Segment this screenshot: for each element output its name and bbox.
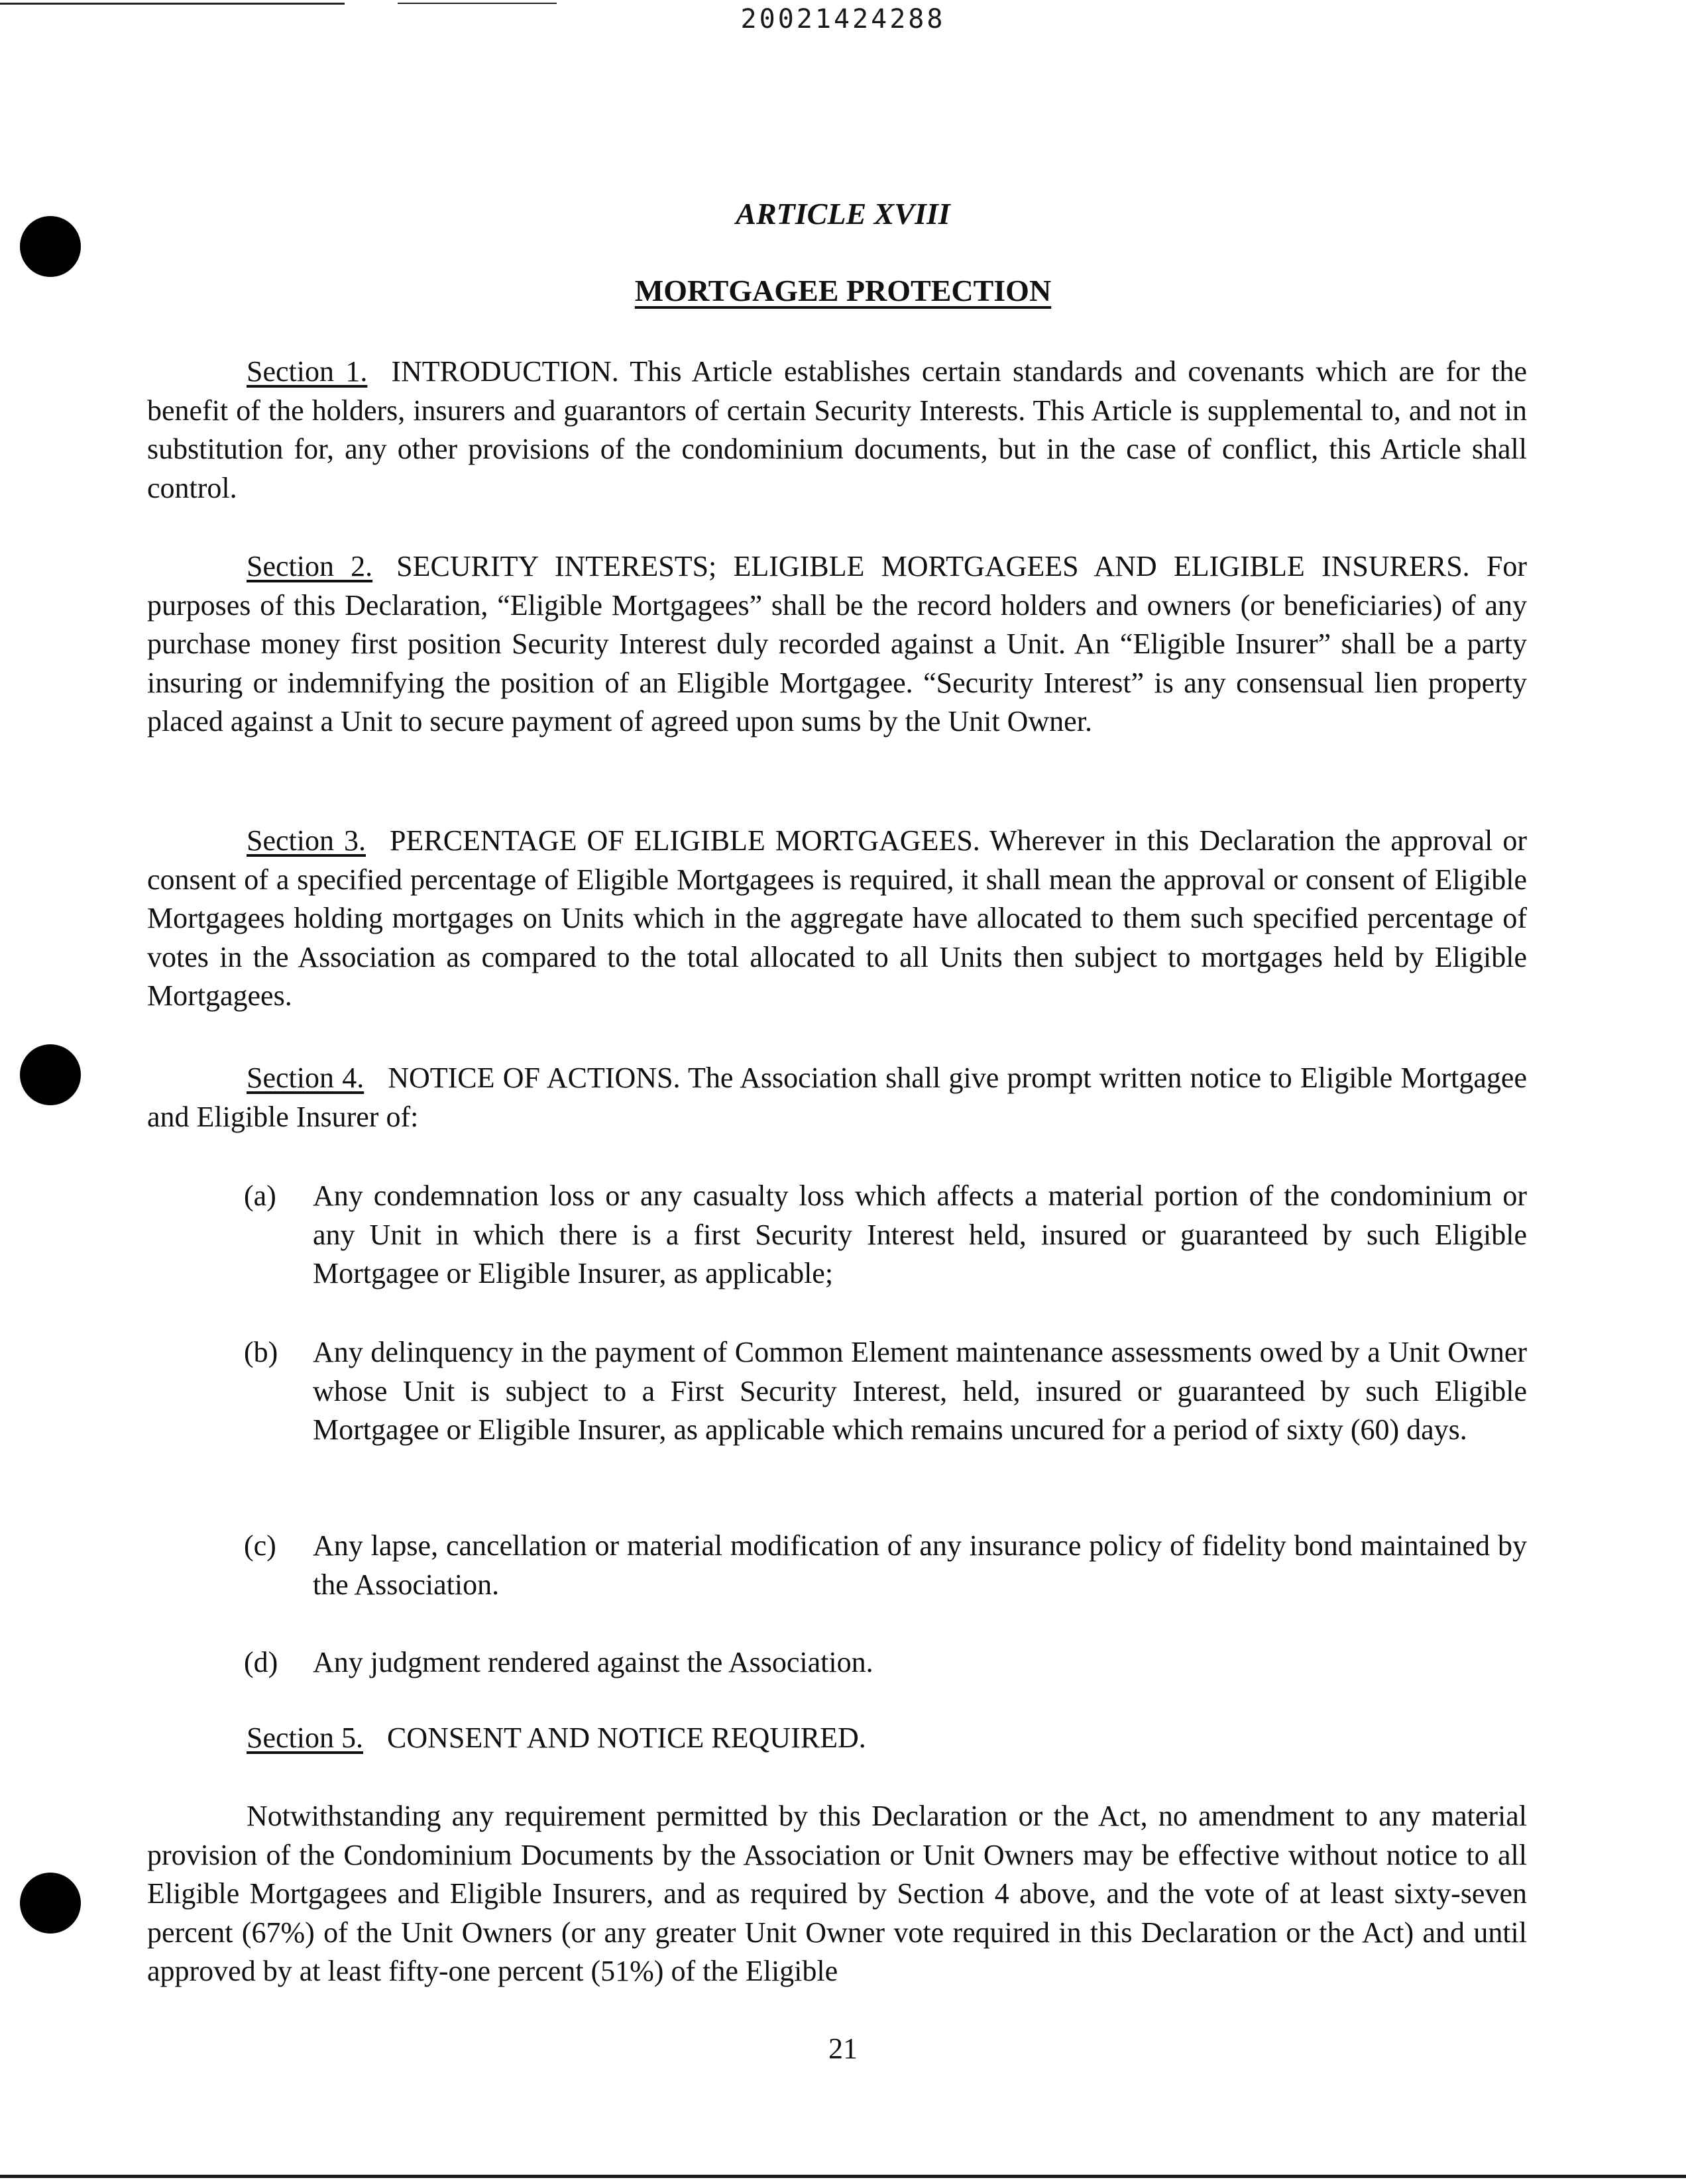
section-5-text: Notwithstanding any requirement permitted by this Declaration or the Act, no amendment to any material provision of the Condominium Documents by the Association or Unit Owners may be effective without notice to all Eligible Mortgagees and Eligible Insurers, and as required by Section 4 above, and the vote of at least sixty-seven percent (67%) of the Unit Owners (or any greater Unit Owner vote required in this Declaration or the Act) and until approved by at least fifty-one percent (51%) of the Eligible bbox=[147, 1800, 1527, 1987]
list-item-marker: (b) bbox=[244, 1336, 278, 1368]
section-3-heading: PERCENTAGE OF ELIGIBLE MORTGAGEES. bbox=[390, 824, 980, 857]
section-3-text: Wherever in this Declaration the approval or consent of a specified percentage of Eligible Mortgagees is required, it shall mean the approval or consent of Eligible Mortgagees holding mortgages on Units which in the aggregate have allocated to them such specified percentage of votes in the Association as compared to the total allocated to all Units then subject to mortgages held by Eligible Mortgagees. bbox=[147, 824, 1527, 1012]
section-4-label: Section 4. bbox=[247, 1062, 365, 1094]
list-item bbox=[244, 1527, 1527, 1604]
list-item bbox=[244, 1643, 1527, 1682]
list-item-marker: (d) bbox=[244, 1646, 278, 1678]
section-5-label: Section 5. bbox=[247, 1721, 363, 1754]
list-item-text: Any delinquency in the payment of Common Element maintenance assessments owed by a Unit Owner whose Unit is subject to a First Security Interest, held, insured or guaranteed by such Eligible Mortgagee or Eligible Insurer, as applicable which remains uncured for a period of sixty (60) days. bbox=[313, 1336, 1527, 1446]
section-3-paragraph bbox=[147, 822, 1527, 1016]
list-item bbox=[244, 1177, 1527, 1293]
section-4-paragraph bbox=[147, 1059, 1527, 1136]
section-3-label: Section 3. bbox=[247, 824, 366, 857]
section-2-text: For purposes of this Declaration, “Eligible Mortgagees” shall be the record holders and owners (or beneficiaries) of any purchase money first position Security Interest duly recorded against a Unit. An “Eligible Insurer” shall be a party insuring or indemnifying the position of an Eligible Mortgagee. “Security Interest” is any consensual lien property placed against a Unit to secure payment of agreed upon sums by the Unit Owner. bbox=[147, 550, 1527, 737]
scan-edge-bottom bbox=[0, 2175, 1686, 2178]
page-number: 21 bbox=[828, 2032, 858, 2065]
section-5-heading: CONSENT AND NOTICE REQUIRED. bbox=[386, 1721, 866, 1754]
list-item-marker: (c) bbox=[244, 1529, 276, 1562]
punch-hole-middle bbox=[20, 1044, 81, 1105]
list-item bbox=[244, 1333, 1527, 1450]
punch-hole-bottom bbox=[20, 1873, 81, 1934]
section-1-label: Section 1. bbox=[247, 355, 368, 388]
list-item-text: Any judgment rendered against the Association. bbox=[313, 1646, 873, 1678]
section-1-heading: INTRODUCTION. bbox=[391, 355, 619, 388]
section-2-paragraph bbox=[147, 547, 1527, 741]
article-heading: MORTGAGEE PROTECTION bbox=[634, 274, 1052, 307]
list-item-text: Any condemnation loss or any casualty loss which affects a material portion of the condominium or any Unit in which there is a first Security Interest held, insured or guaranteed by such Eligible Mortgagee or Eligible Insurer, as applicable; bbox=[313, 1179, 1527, 1289]
section-4-text: The Association shall give prompt written notice to Eligible Mortgagee and Eligible Insurer of: bbox=[147, 1062, 1527, 1133]
article-title: ARTICLE XVIII bbox=[736, 197, 950, 231]
document-number: 20021424288 bbox=[740, 4, 946, 34]
section-2-heading: SECURITY INTERESTS; ELIGIBLE MORTGAGEES AND ELIGIBLE INSURERS. bbox=[396, 550, 1470, 582]
section-5-heading-line bbox=[247, 1719, 866, 1758]
section-4-heading: NOTICE OF ACTIONS. bbox=[388, 1062, 681, 1094]
section-1-paragraph bbox=[147, 353, 1527, 508]
list-item-text: Any lapse, cancellation or material modification of any insurance policy of fidelity bond maintained by the Association. bbox=[313, 1529, 1527, 1601]
list-item-marker: (a) bbox=[244, 1179, 276, 1212]
section-2-label: Section 2. bbox=[247, 550, 373, 582]
section-1-text: This Article establishes certain standards and covenants which are for the benefit of the holders, insurers and guarantors of certain Security Interests. This Article is supplemental to, and not in substitution for, any other provisions of the condominium documents, but in the case of conflict, this Article shall control. bbox=[147, 355, 1527, 504]
section-5-paragraph bbox=[147, 1797, 1527, 1991]
